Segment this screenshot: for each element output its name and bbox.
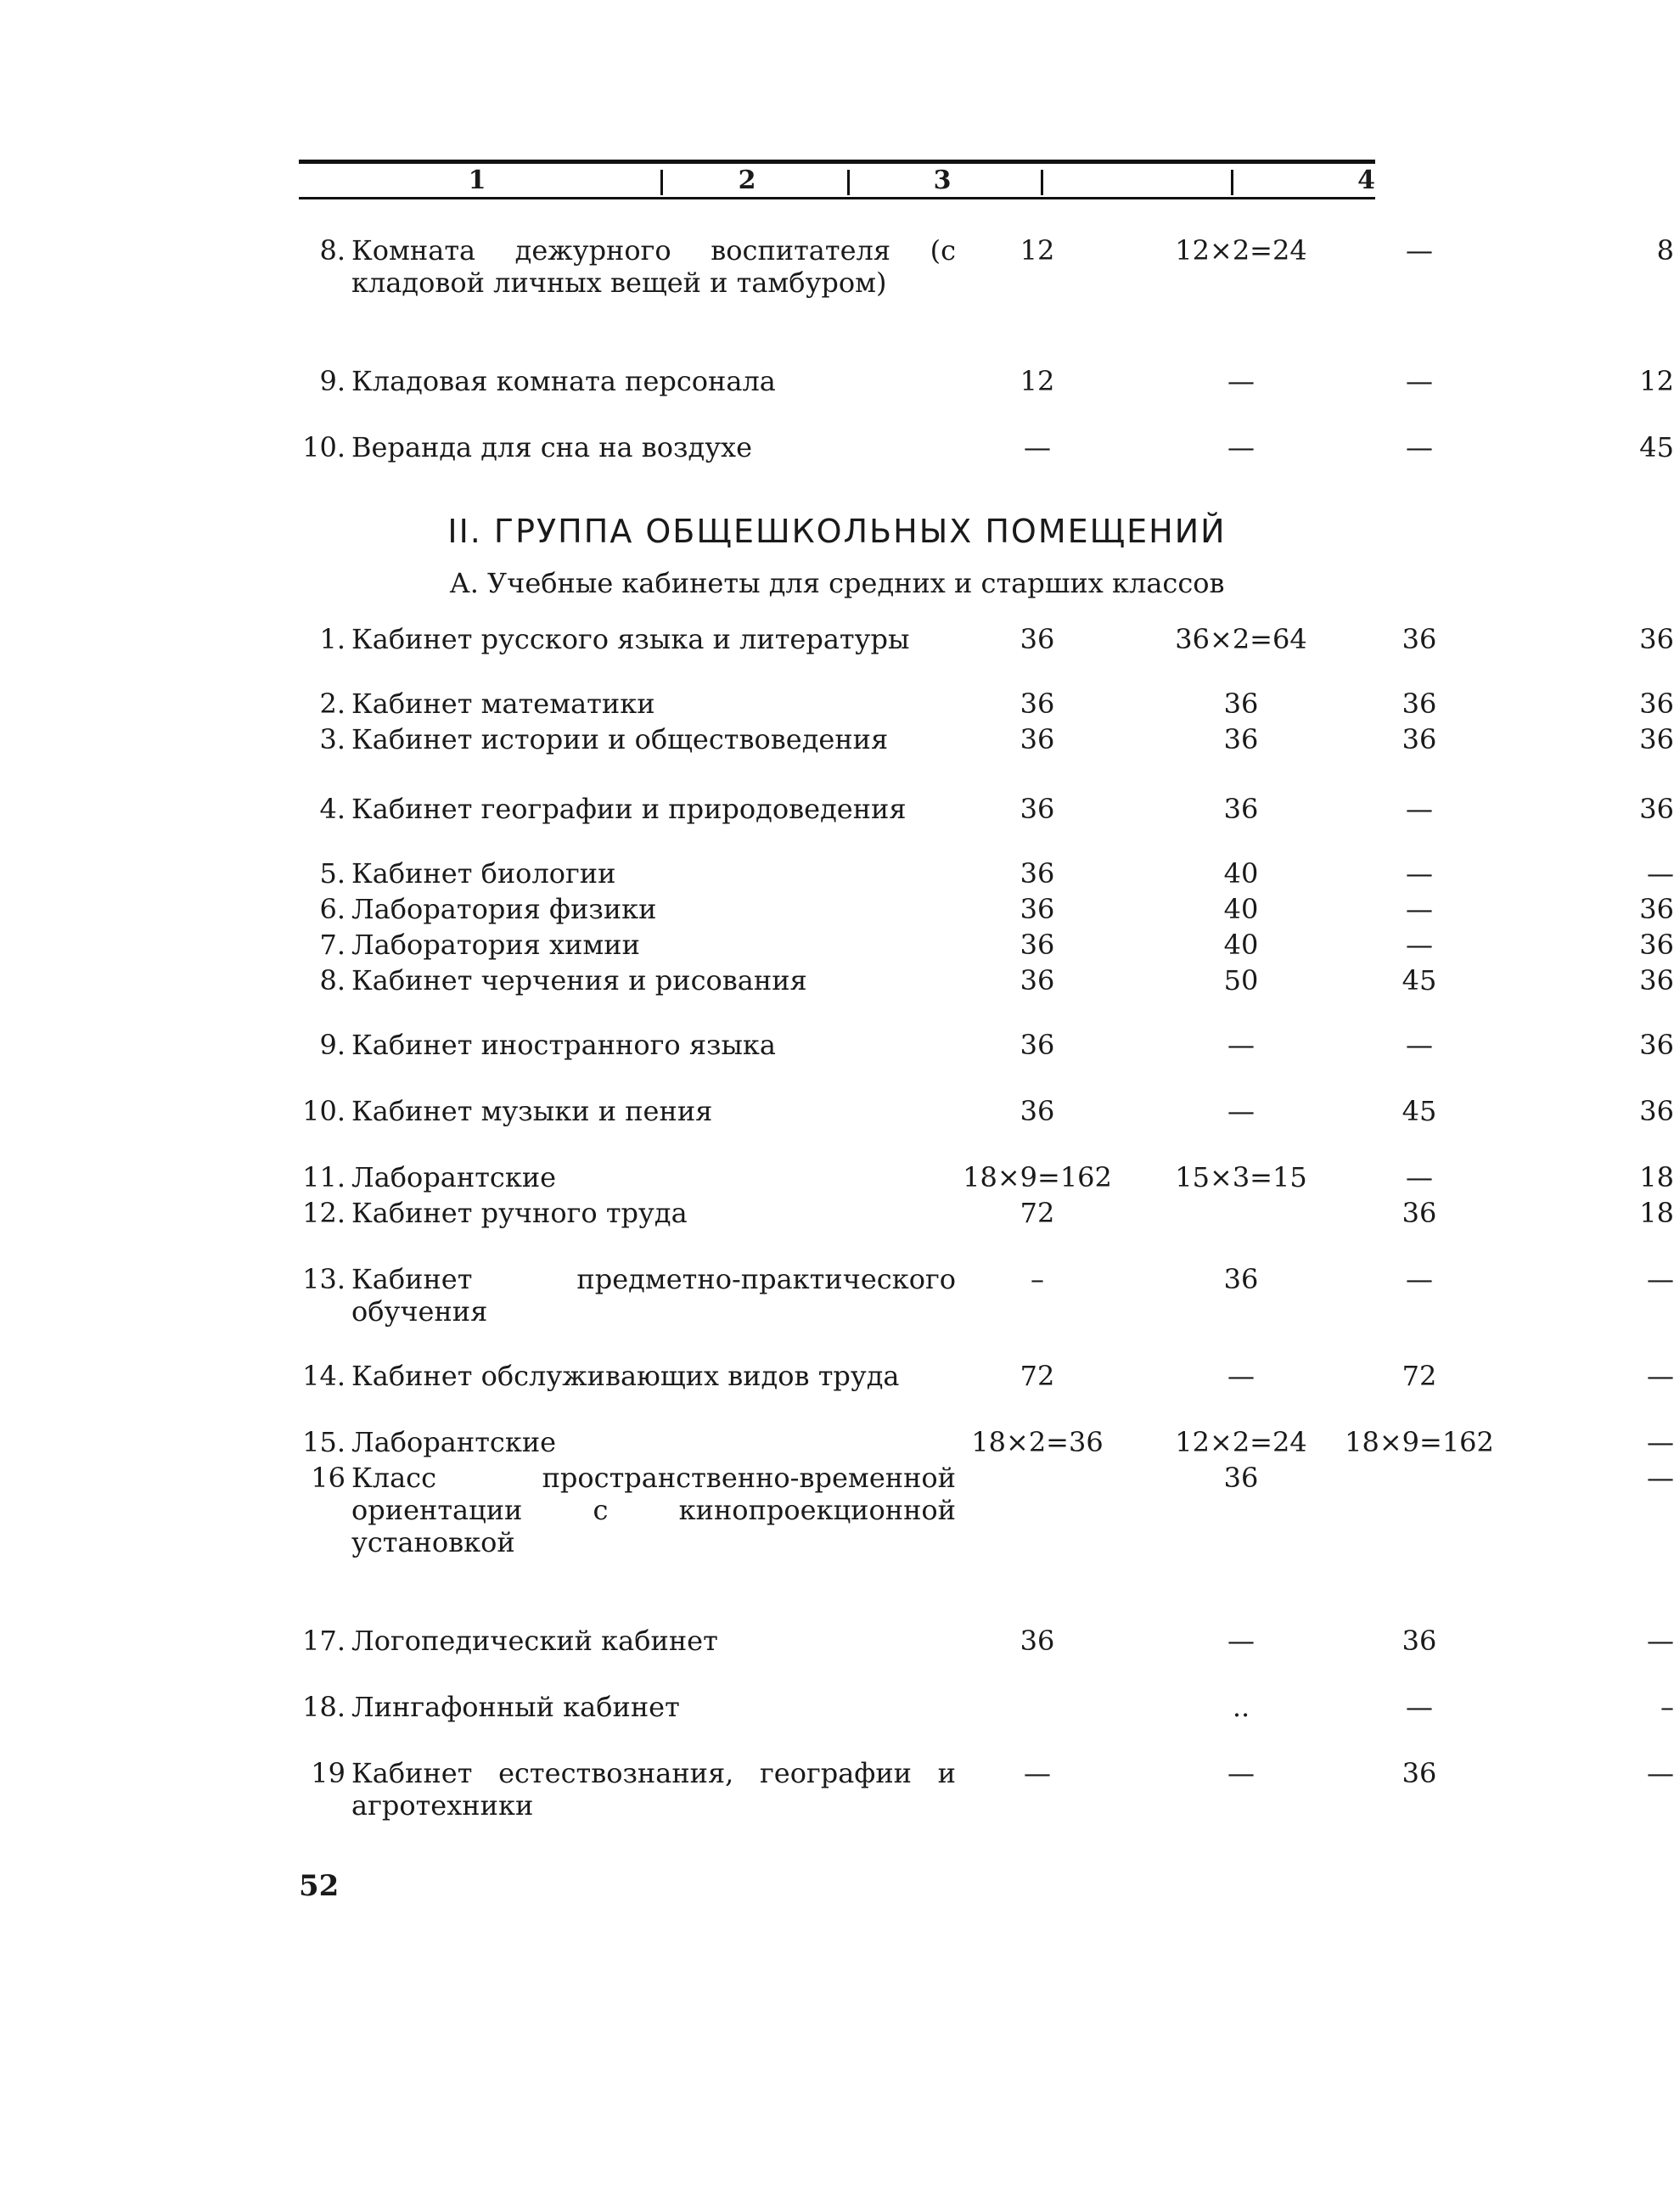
row-number: 4. <box>319 793 345 825</box>
row-number: 18. <box>302 1691 345 1723</box>
row-name: Кабинет географии и природоведения <box>351 793 907 825</box>
row-col-3: — <box>1227 431 1255 463</box>
row-name: Кабинет иностранного языка <box>351 1029 776 1061</box>
row-number: 16 <box>311 1462 345 1494</box>
row-col-2: 36 <box>1020 1625 1055 1657</box>
row-col-3: 15×3=15 <box>1175 1161 1307 1193</box>
row-name: Кабинет биологии <box>351 857 616 890</box>
row-name: Кабинет ручного труда <box>351 1197 688 1229</box>
row-col-5: 18 <box>1639 1197 1674 1229</box>
row-col-4: 36 <box>1402 723 1437 755</box>
row-name: Комната дежурного воспитателя (с кладовой личных вещей и тамбуром) <box>351 234 956 299</box>
row-col-4: 36 <box>1402 1757 1437 1789</box>
row-col-2: 36 <box>1020 893 1055 925</box>
row-col-5: 36 <box>1639 793 1674 825</box>
row-col-5: – <box>1660 1691 1674 1723</box>
row-name: Кабинет естествознания, географии и агротехники <box>351 1757 956 1822</box>
row-col-3: — <box>1227 1095 1255 1127</box>
row-col-3: 12×2=24 <box>1175 234 1307 267</box>
row-col-3: — <box>1227 365 1255 397</box>
row-col-3: 40 <box>1223 893 1259 925</box>
row-col-2: 18×9=162 <box>963 1161 1112 1193</box>
row-number: 9. <box>319 365 345 397</box>
row-number: 8. <box>319 234 345 267</box>
row-col-5: 36 <box>1639 964 1674 997</box>
row-col-5: 36 <box>1639 1029 1674 1061</box>
row-col-5: 8 <box>1656 234 1674 267</box>
row-col-4: — <box>1406 893 1433 925</box>
row-col-2: 72 <box>1020 1360 1055 1392</box>
row-col-4: 45 <box>1402 964 1437 997</box>
row-col-5: — <box>1647 1462 1674 1494</box>
row-col-4: — <box>1406 234 1433 267</box>
row-name: Кабинет предметно-практического обучения <box>351 1263 956 1328</box>
row-name: Лингафонный кабинет <box>351 1691 680 1723</box>
row-col-2: 36 <box>1020 1029 1055 1061</box>
row-name: Лаборантские <box>351 1161 557 1193</box>
row-col-2: 36 <box>1020 793 1055 825</box>
row-col-3: — <box>1227 1360 1255 1392</box>
row-col-4: 36 <box>1402 623 1437 655</box>
row-number: 9. <box>319 1029 345 1061</box>
row-col-5: 36 <box>1639 688 1674 720</box>
row-name: Логопедический кабинет <box>351 1625 718 1657</box>
row-col-5: — <box>1647 1625 1674 1657</box>
row-name: Кабинет русского языка и литературы <box>351 623 910 655</box>
column-separator <box>660 170 663 195</box>
row-col-5: 36 <box>1639 893 1674 925</box>
row-number: 7. <box>319 929 345 961</box>
row-name: Лаборатория физики <box>351 893 657 925</box>
row-number: 19 <box>311 1757 345 1789</box>
row-name: Кладовая комната персонала <box>351 365 776 397</box>
subsection-title: А. Учебные кабинеты для средних и старших классов <box>449 567 1225 599</box>
row-col-2: 36 <box>1020 723 1055 755</box>
row-col-2: 36 <box>1020 688 1055 720</box>
row-number: 17. <box>302 1625 345 1657</box>
row-col-5: 36 <box>1639 623 1674 655</box>
table-header-rule <box>299 197 1375 199</box>
row-name: Кабинет черчения и рисования <box>351 964 807 997</box>
row-number: 5. <box>319 857 345 890</box>
row-col-5: 12 <box>1639 365 1674 397</box>
row-name: Кабинет истории и обществоведения <box>351 723 889 755</box>
row-name: Лаборатория химии <box>351 929 640 961</box>
row-col-5: 36 <box>1639 1095 1674 1127</box>
row-col-2: – <box>1031 1263 1044 1295</box>
row-name: Веранда для сна на воздухе <box>351 431 753 463</box>
row-number: 13. <box>302 1263 345 1295</box>
row-col-5: — <box>1647 1360 1674 1392</box>
row-number: 6. <box>319 893 345 925</box>
row-number: 15. <box>302 1426 345 1458</box>
row-col-4: 36 <box>1402 688 1437 720</box>
row-number: 10. <box>302 431 345 463</box>
row-col-4: 72 <box>1402 1360 1437 1392</box>
row-col-3: 40 <box>1223 929 1259 961</box>
row-col-3: — <box>1227 1029 1255 1061</box>
row-col-5: — <box>1647 1426 1674 1458</box>
row-col-4: — <box>1406 929 1433 961</box>
row-col-4: — <box>1406 431 1433 463</box>
row-col-5: 18 <box>1639 1161 1674 1193</box>
column-header-3: 3 <box>933 166 952 195</box>
row-col-2: 36 <box>1020 1095 1055 1127</box>
row-number: 8. <box>319 964 345 997</box>
row-col-4: — <box>1406 857 1433 890</box>
row-col-4: — <box>1406 1161 1433 1193</box>
row-col-3: 36 <box>1223 688 1259 720</box>
row-col-4: — <box>1406 1263 1433 1295</box>
row-number: 10. <box>302 1095 345 1127</box>
page-number: 52 <box>299 1869 340 1903</box>
row-col-3: 40 <box>1223 857 1259 890</box>
row-name: Кабинет музыки и пения <box>351 1095 713 1127</box>
row-col-5: — <box>1647 857 1674 890</box>
row-number: 12. <box>302 1197 345 1229</box>
row-name: Класс пространственно-временной ориентации с кинопроекционной установкой <box>351 1462 956 1558</box>
row-col-3: 36 <box>1223 1462 1259 1494</box>
row-col-2: 36 <box>1020 929 1055 961</box>
column-separator <box>1041 170 1043 195</box>
row-col-2: 72 <box>1020 1197 1055 1229</box>
row-col-5: 36 <box>1639 929 1674 961</box>
row-col-5: — <box>1647 1263 1674 1295</box>
row-col-2: — <box>1024 431 1051 463</box>
row-col-4: — <box>1406 365 1433 397</box>
row-number: 2. <box>319 688 345 720</box>
row-col-3: — <box>1227 1625 1255 1657</box>
row-col-2: 12 <box>1020 365 1055 397</box>
column-header-1: 1 <box>468 166 486 195</box>
section-title: II. ГРУППА ОБЩЕШКОЛЬНЫХ ПОМЕЩЕНИЙ <box>447 513 1227 550</box>
column-header-4: 4 <box>1357 166 1375 195</box>
row-number: 11. <box>302 1161 345 1193</box>
row-col-2: 36 <box>1020 857 1055 890</box>
row-number: 3. <box>319 723 345 755</box>
row-col-4: — <box>1406 1691 1433 1723</box>
row-number: 1. <box>319 623 345 655</box>
row-col-3: .. <box>1232 1691 1250 1723</box>
row-name: Кабинет математики <box>351 688 655 720</box>
row-name: Лаборантские <box>351 1426 557 1458</box>
row-col-2: 36 <box>1020 623 1055 655</box>
row-col-3: 36×2=64 <box>1175 623 1307 655</box>
column-separator <box>847 170 850 195</box>
table-top-rule <box>299 160 1375 164</box>
row-col-3: 36 <box>1223 793 1259 825</box>
row-col-3: 36 <box>1223 1263 1259 1295</box>
row-number: 14. <box>302 1360 345 1392</box>
row-col-4: — <box>1406 793 1433 825</box>
row-col-2: 12 <box>1020 234 1055 267</box>
row-col-2: 36 <box>1020 964 1055 997</box>
row-name: Кабинет обслуживающих видов труда <box>351 1360 900 1392</box>
row-col-4: — <box>1406 1029 1433 1061</box>
row-col-4: 36 <box>1402 1625 1437 1657</box>
row-col-5: — <box>1647 1757 1674 1789</box>
row-col-3: 12×2=24 <box>1175 1426 1307 1458</box>
column-header-2: 2 <box>738 166 756 195</box>
row-col-5: 45 <box>1639 431 1674 463</box>
row-col-4: 18×9=162 <box>1345 1426 1494 1458</box>
row-col-3: 36 <box>1223 723 1259 755</box>
row-col-3: 50 <box>1223 964 1259 997</box>
row-col-5: 36 <box>1639 723 1674 755</box>
row-col-2: 18×2=36 <box>971 1426 1104 1458</box>
row-col-3: — <box>1227 1757 1255 1789</box>
row-col-4: 36 <box>1402 1197 1437 1229</box>
row-col-2: — <box>1024 1757 1051 1789</box>
row-col-4: 45 <box>1402 1095 1437 1127</box>
column-separator <box>1231 170 1233 195</box>
